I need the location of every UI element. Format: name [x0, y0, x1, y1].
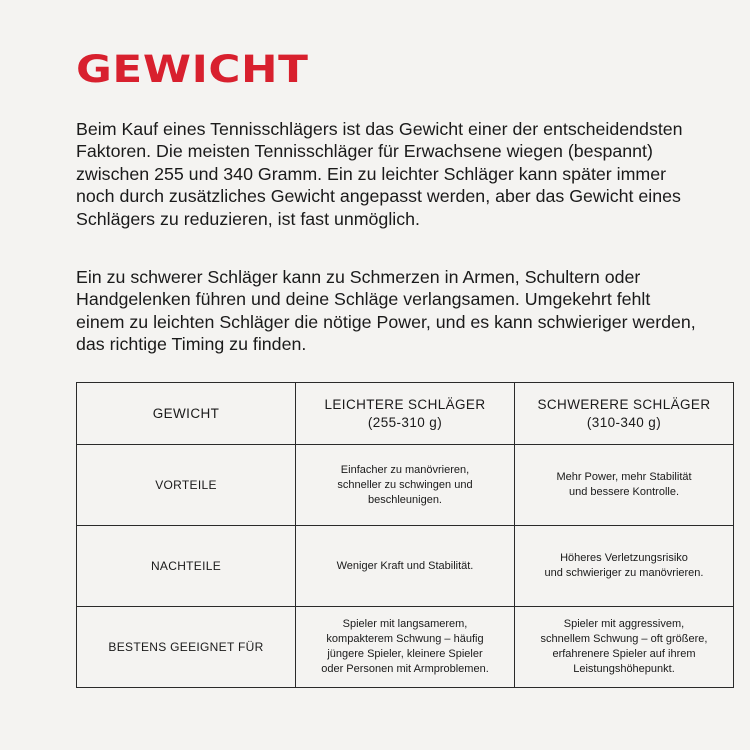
table-header-row: [77, 383, 734, 445]
header-heavy-rackets: [515, 383, 734, 445]
cell-line: Höheres Verletzungsrisiko: [560, 552, 688, 564]
cell-line: Spieler mit aggressivem,: [563, 618, 685, 630]
best-suited-light-cell: [296, 607, 515, 688]
cell-line: Einfacher zu manövrieren,: [340, 463, 470, 476]
weight-comparison-table: [76, 382, 734, 688]
cell-line: Spieler mit langsamerem,: [342, 618, 468, 630]
table-row: [77, 607, 734, 688]
header-heavy-title: SCHWERERE SCHLÄGER: [537, 396, 711, 412]
second-paragraph: Ein zu schwerer Schläger kann zu Schmerzen in Armen, Schultern oder Handgelenken führen und deine Schläge verlangsamen. Umgekehrt fehlt einem zu leichten Schläger die nötige Power, und es kann schwieriger werden, das richtige Timing zu finden.: [76, 267, 696, 355]
row-label-disadvantages: NACHTEILE: [77, 526, 296, 607]
header-heavy-range: (310-340 g): [586, 414, 662, 430]
header-weight: GEWICHT: [77, 383, 296, 445]
header-light-range: (255-310 g): [367, 414, 443, 430]
cell-line: erfahrenere Spieler auf ihrem: [552, 648, 696, 660]
cell-line: und bessere Kontrolle.: [568, 486, 680, 498]
row-label-advantages: VORTEILE: [77, 445, 296, 526]
best-suited-heavy-cell: [515, 607, 734, 688]
cell-line: Mehr Power, mehr Stabilität: [556, 471, 692, 483]
page-title: GEWICHT: [76, 48, 309, 91]
cell-line: kompakterem Schwung – häufig: [326, 633, 484, 645]
advantages-heavy-cell: [515, 445, 734, 526]
header-light-rackets: [296, 383, 515, 445]
cell-line: und schwieriger zu manövrieren.: [544, 567, 704, 579]
disadvantages-light-cell: [296, 526, 515, 607]
intro-paragraph: Beim Kauf eines Tennisschlägers ist das Gewicht einer der entscheidendsten Faktoren. Die meisten Tennisschläger für Erwachsene wiegen (bespannt) zwischen 255 und 340 Gramm. Ein zu leichter Schläger kann später immer noch durch zusätzliches Gewicht angepasst werden, aber das Gewicht eines Schlägers zu reduzieren, ist fast unmöglich.: [76, 119, 683, 229]
table-row: [77, 445, 734, 526]
cell-line: Leistungshöhepunkt.: [573, 663, 675, 675]
cell-line: beschleunigen.: [367, 493, 442, 506]
cell-line: oder Personen mit Armproblemen.: [321, 663, 489, 675]
cell-line: schneller zu schwingen und: [337, 478, 473, 491]
cell-line: Weniger Kraft und Stabilität.: [336, 559, 474, 572]
row-label-best-suited: BESTENS GEEIGNET FÜR: [77, 607, 296, 688]
disadvantages-heavy-cell: [515, 526, 734, 607]
cell-line: jüngere Spieler, kleinere Spieler: [327, 648, 483, 660]
cell-line: schnellem Schwung – oft größere,: [540, 633, 708, 645]
advantages-light-cell: [296, 445, 515, 526]
table-row: [77, 526, 734, 607]
header-light-title: LEICHTERE SCHLÄGER: [324, 396, 486, 412]
